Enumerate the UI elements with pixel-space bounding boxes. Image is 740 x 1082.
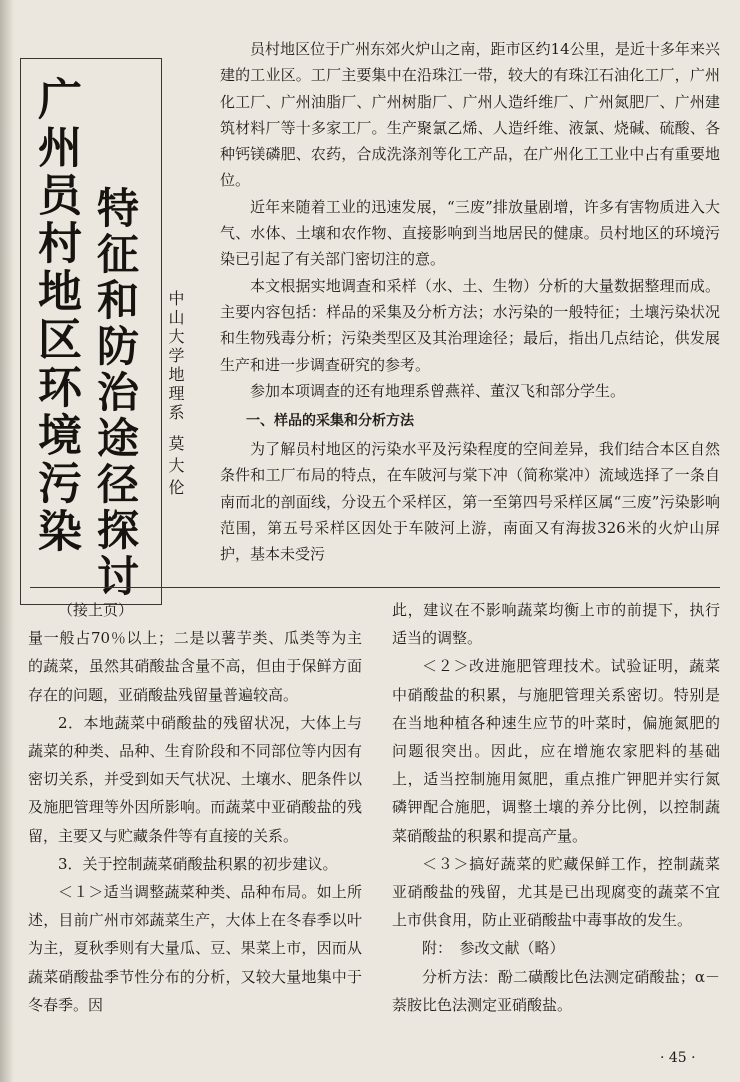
references-note: 附： 参改文献（略） bbox=[422, 939, 565, 958]
left-column bbox=[28, 596, 362, 1019]
analysis-methods-note: 分析方法：酚二磺酸比色法测定硝酸盐；α－萘胺比色法测定亚硝酸盐。 bbox=[392, 967, 720, 1014]
right-paragraph-3: ＜３＞搞好蔬菜的贮藏保鲜工作，控制蔬菜亚硝酸盐的残留，尤其是已出现腐变的蔬菜不宜上市供食用，防止亚硝酸盐中毒事故的发生。 bbox=[392, 854, 720, 930]
author-affiliation: 中山大学地理系 bbox=[166, 290, 185, 423]
right-column bbox=[392, 596, 720, 1019]
continued-label: （接上页） bbox=[58, 601, 134, 619]
left-paragraph-4: ＜１＞适当调整蔬菜种类、品种布局。如上所述，目前广州市郊蔬菜生产，大体上在冬春季以叶为主，夏秋季则有大量瓜、豆、果菜上市，因而从蔬菜硝酸盐季节性分布的分析，又较大量地集中于冬春季。因 bbox=[28, 883, 362, 1014]
right-paragraph-2: ＜２＞改进施肥管理技术。试验证明，蔬菜中硝酸盐的积累，与施肥管理关系密切。特别是在当地种植各种速生应节的叶菜时，偏施氮肥的问题很突出。因此，应在增施农家肥料的基础上，适当控制施用氮肥，重点推广钾肥并实行氮磷钾配合施肥，调整土壤的养分比例，以控制蔬菜硝酸盐的积累和提高产量。 bbox=[392, 657, 720, 845]
intro-paragraph-1: 员村地区位于广州东郊火炉山之南，距市区约14公里，是近十多年来兴建的工业区。工厂主要集中在沿珠江一带，较大的有珠江石油化工厂，广州化工厂、广州油脂厂、广州树脂厂、广州人造纤维厂、广州氮肥厂、广州建筑材料厂等十多家工厂。生产聚氯乙烯、人造纤维、液氯、烧碱、硫酸、各种钙镁磷肥、农药，合成洗涤剂等化工产品，在广州化工工业中占有重要地位。 bbox=[220, 40, 720, 190]
left-paragraph-3: 3．关于控制蔬菜硝酸盐积累的初步建议。 bbox=[58, 854, 338, 873]
article-title-subtitle: 特征和防治途径探讨 bbox=[91, 186, 140, 600]
left-paragraph-1: 量一般占70％以上；二是以薯芋类、瓜类等为主的蔬菜，虽然其硝酸盐含量不高，但由于保鲜方面存在的问题，亚硝酸盐残留量普遍较高。 bbox=[28, 629, 362, 704]
page-number: · 45 · bbox=[660, 1050, 696, 1066]
right-paragraph-1: 此，建议在不影响蔬菜均衡上市的前提下，执行适当的调整。 bbox=[392, 601, 720, 648]
intro-paragraph-3: 本文根据实地调查和采样（水、土、生物）分析的大量数据整理而成。主要内容包括：样品的采集及分析方法；水污染的一般特征；土壤污染状况和生物残毒分析；污染类型区及其治理途径；最后，指出几点结论，供发展生产和进一步调查研究的参考。 bbox=[220, 276, 720, 374]
author-name: 莫大伦 bbox=[166, 435, 185, 501]
page-edge-shadow bbox=[0, 0, 14, 1082]
section-heading-sampling: 一、样品的采集和分析方法 bbox=[246, 413, 414, 430]
section1-paragraph: 为了解员村地区的污染水平及污染程度的空间差异，我们结合本区自然条件和工厂布局的特点，在车陂河与棠下冲（简称棠冲）流域选择了一条自南而北的剖面线，分设五个采样区，第一至第四号采样区属“三废”污染影响范围，第五号采样区因处于车陂河上游，南面又有海拔326米的火炉山屏护，基本未受污 bbox=[220, 440, 720, 564]
intro-paragraph-4: 参加本项调查的还有地理系曾燕祥、董汉飞和部分学生。 bbox=[250, 381, 626, 400]
article-title-main: 广州员村地区环境污染 bbox=[30, 76, 81, 556]
intro-text-block bbox=[220, 36, 720, 568]
intro-paragraph-2: 近年来随着工业的迅速发展，“三废”排放量剧增，许多有害物质进入大气、水体、土壤和农作物、直接影响到当地居民的健康。员村地区的环境污染已引起了有关部门密切注的意。 bbox=[220, 197, 720, 269]
left-paragraph-2: 2．本地蔬菜中硝酸盐的残留状况，大体上与蔬菜的种类、品种、生育阶段和不同部位等内因有密切关系，并受到如天气状况、土壤水、肥条件以及施肥管理等外因所影响。而蔬菜中亚硝酸盐的残留，主要又与贮藏条件等有直接的关系。 bbox=[28, 713, 362, 845]
divider-line bbox=[30, 587, 720, 588]
